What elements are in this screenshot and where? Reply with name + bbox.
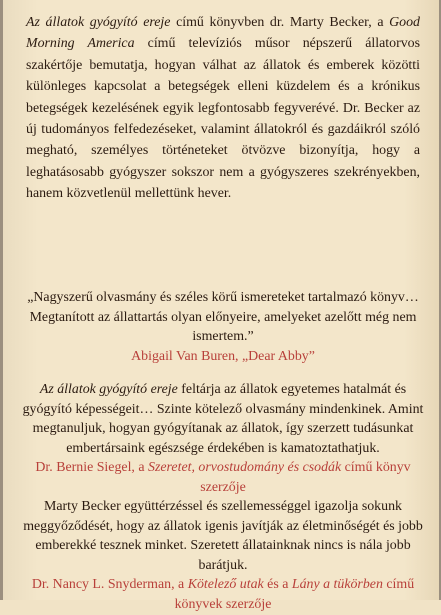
quote-2-attribution [35,460,410,495]
intro-show-title: Good Morning America [26,15,420,52]
quote-2-attribution-book: Szeretet, orvostudomány és csodák [148,460,342,476]
quote-3-text: Marty Becker együttérzéssel és szellemességgel igazolja sokunk meggyőződését, hogy az állatok igenis javítják az életminőségét és jobb emberekké tesznek minket. Szeretett állatainknak nincs is nála jobb barátjuk. [23,499,423,573]
quote-2-book-title: Az állatok gyógyító ereje [39,382,178,397]
quote-3-attribution-join: és a [263,577,292,593]
intro-book-title: Az állatok gyógyító ereje [26,15,171,30]
intro-paragraph [26,12,420,205]
quote-3-attribution [32,577,414,612]
quote-siegel [21,380,425,498]
quote-2-attribution-suffix: című könyv szerzője [200,460,411,495]
intro-text-1: című könyvben dr. Marty Becker, a [170,15,390,30]
quote-3-attribution-suffix: című könyvek szerzője [174,577,415,612]
quote-3-attribution-author: Dr. Nancy L. Snyderman, a [31,577,188,593]
quote-1-attribution: Abigail Van Buren, „Dear Abby” [131,348,315,364]
quote-abigail [21,288,425,366]
quote-1-text: „Nagyszerű olvasmány és széles körű ismereteket tartalmazó könyv… Megtanított az állattartás olyan előnyeire, amelyeket azelőtt még nem ismertem.” [27,290,419,345]
quote-3-attribution-book-1: Kötelező utak [187,577,264,593]
quote-2-attribution-author: Dr. Bernie Siegel, a [35,460,149,476]
quote-3-attribution-book-2: Lány a tükörben [291,577,383,593]
intro-text-2: című televíziós műsor népszerű állatorvos szakértője bemutatja, hogyan válhat az állatok és emberek közötti különleges kapcsolat a betegségek elleni küzdelem és a krónikus betegségek kezelésének egyik legfontosabb fegyverévé. Dr. Becker az új tudományos felfedezéseket, valamint állatokról és gazdáikról szóló megható, személyes történeteket ötvözve bizonyítja, hogy a leghatásosabb gyógyszer sokszor nem a gyógyszeres szekrényekben, hanem közvetlenül mellettünk hever. [26,36,420,202]
quote-snyderman [21,497,425,615]
quote-2-text: feltárja az állatok egyetemes hatalmát és gyógyító képességeit… Szinte kötelező olvasmány mindenkinek. Amint megtanuljuk, hogyan gyógyítanak az állatok, így szerzett tudásunkat embertársaink egészsége érdekében is kamatoztathatjuk. [22,382,424,456]
